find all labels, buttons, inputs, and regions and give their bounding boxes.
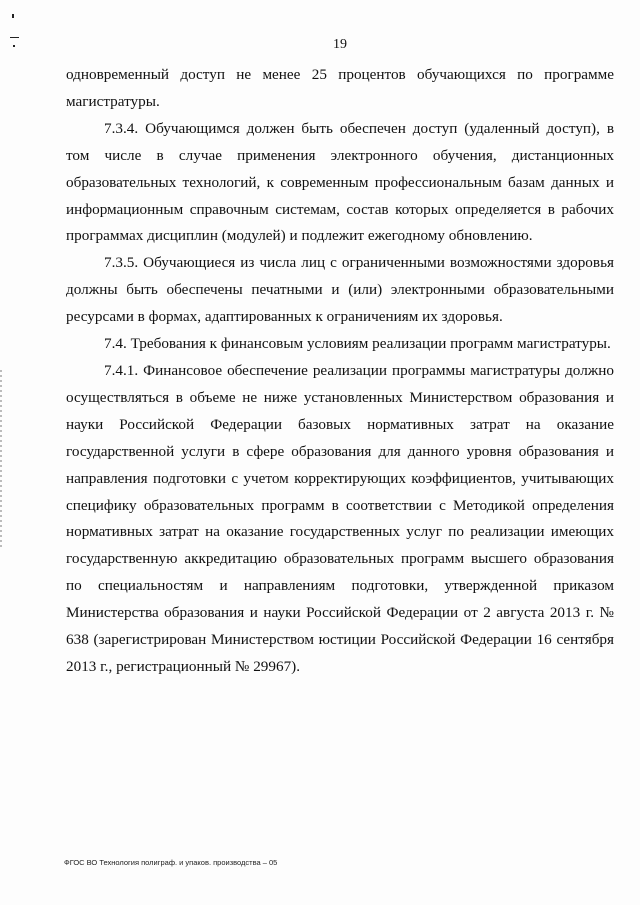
paragraph-7-3-5: 7.3.5. Обучающиеся из числа лиц с ограниченными возможностями здоровья должны быть обеспечены печатными и (или) электронными образовательными ресурсами в формах, адаптированных к ограничениям их здоровья. bbox=[66, 254, 614, 326]
page-number: 19 bbox=[333, 37, 347, 52]
document-footer: ФГОС ВО Технология полиграф. и упаков. производства – 05 bbox=[64, 858, 278, 867]
paragraph-7-3-4: 7.3.4. Обучающимся должен быть обеспечен доступ (удаленный доступ), в том числе в случае применения электронного обучения, дистанционных образовательных технологий, к современным профессиональным базам данных и информационным справочным системам, состав которых определяется в рабочих программах дисциплин (модулей) и подлежит ежегодному обновлению. bbox=[66, 119, 614, 245]
paragraph-7-4-1: 7.4.1. Финансовое обеспечение реализации программы магистратуры должно осуществляться в объеме не ниже установленных Министерством образования и науки Российской Федерации базовых нормативных затрат на оказание государственной услуги в сфере образования для данного уровня образования и направления подготовки с учетом корректирующих коэффициентов, учитывающих специфику образовательных программ в соответствии с Методикой определения нормативных затрат на оказание государственных услуг по реализации имеющих государственную аккредитацию образовательных программ высшего образования по специальностям и направлениям подготовки, утвержденной приказом Министерства образования и науки Российской Федерации от 2 августа 2013 г. № 638 (зарегистрирован Министерством юстиции Российской Федерации 16 сентября 2013 г., регистрационный № 29967). bbox=[66, 361, 614, 675]
body-text bbox=[66, 62, 614, 681]
paragraph-7-4: 7.4. Требования к финансовым условиям реализации программ магистратуры. bbox=[104, 335, 611, 353]
scan-edge-marks bbox=[0, 370, 2, 550]
scan-mark-top bbox=[12, 14, 14, 18]
paragraph-continuation: одновременный доступ не менее 25 процентов обучающихся по программе магистратуры. bbox=[66, 66, 614, 110]
